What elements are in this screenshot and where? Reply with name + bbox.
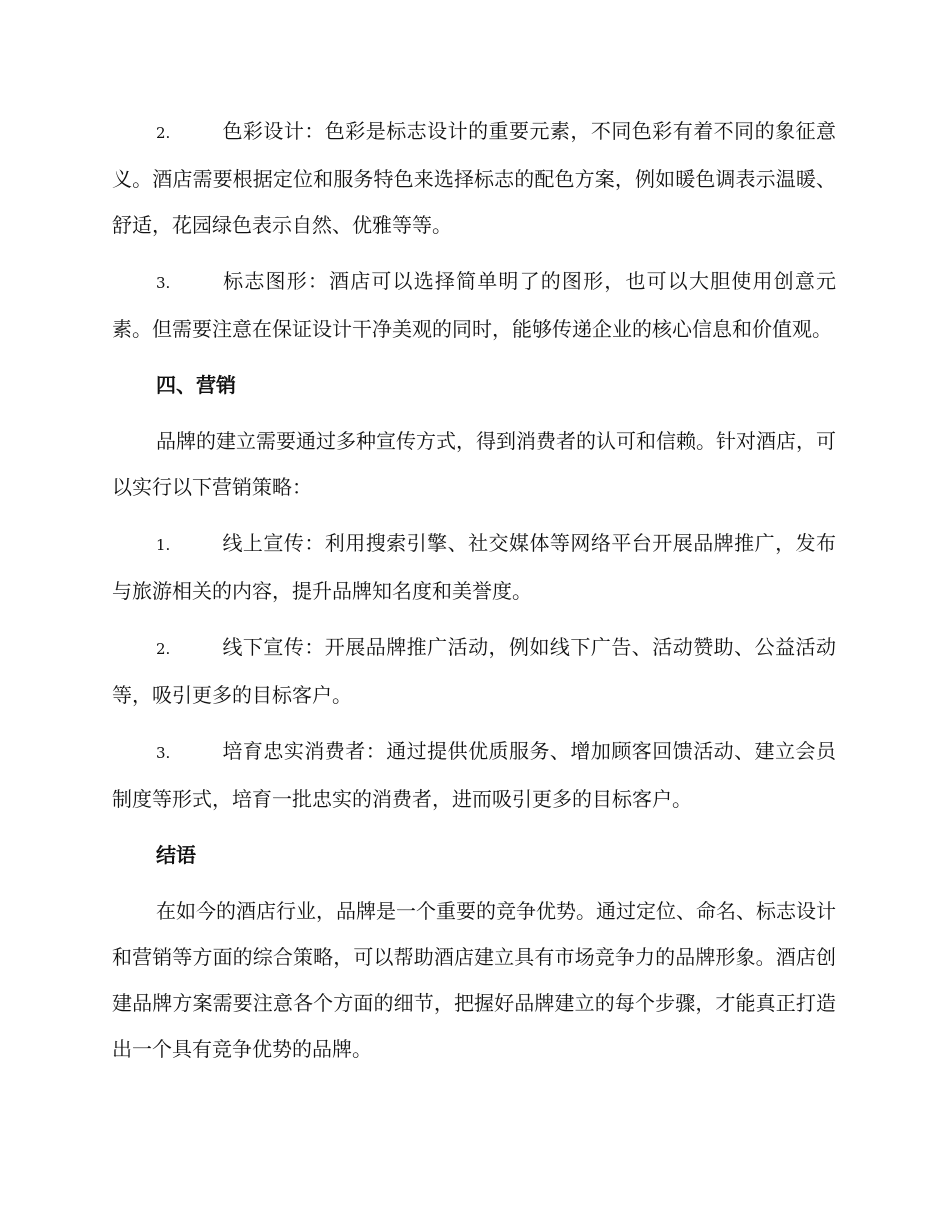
list-number: 2. [156,640,171,658]
list-item-offline-promotion [112,624,836,718]
list-item-color-design [112,108,836,248]
paragraph-marketing-intro: 品牌的建立需要通过多种宣传方式，得到消费者的认可和信赖。针对酒店，可以实行以下营销策略： [112,429,836,499]
section-heading-conclusion: 结语 [156,843,196,867]
paragraph-conclusion: 在如今的酒店行业，品牌是一个重要的竞争优势。通过定位、命名、标志设计和营销等方面的综合策略，可以帮助酒店建立具有市场竞争力的品牌形象。酒店创建品牌方案需要注意各个方面的细节，把握好品牌建立的每个步骤，才能真正打造出一个具有竞争优势的品牌。 [112,899,836,1061]
list-text: 标志图形：酒店可以选择简单明了的图形，也可以大胆使用创意元素。但需要注意在保证设计干净美观的同时，能够传递企业的核心信息和价值观。 [112,269,836,341]
list-text: 培育忠实消费者：通过提供优质服务、增加顾客回馈活动、建立会员制度等形式，培育一批忠实的消费者，进而吸引更多的目标客户。 [112,739,836,811]
list-item-logo-graphic [112,258,836,352]
list-number: 1. [156,536,171,554]
list-text: 线上宣传：利用搜索引擎、社交媒体等网络平台开展品牌推广，发布与旅游相关的内容，提升品牌知名度和美誉度。 [112,531,836,603]
section-heading-marketing: 四、营销 [156,373,236,397]
list-text: 色彩设计：色彩是标志设计的重要元素，不同色彩有着不同的象征意义。酒店需要根据定位和服务特色来选择标志的配色方案，例如暖色调表示温暖、舒适，花园绿色表示自然、优雅等等。 [112,119,836,237]
list-number: 2. [156,124,171,142]
list-item-online-promotion [112,520,836,614]
list-item-loyal-customers [112,728,836,822]
list-text: 线下宣传：开展品牌推广活动，例如线下广告、活动赞助、公益活动等，吸引更多的目标客户。 [112,635,836,707]
list-number: 3. [156,274,171,292]
document-body [112,108,836,1082]
list-number: 3. [156,744,171,762]
